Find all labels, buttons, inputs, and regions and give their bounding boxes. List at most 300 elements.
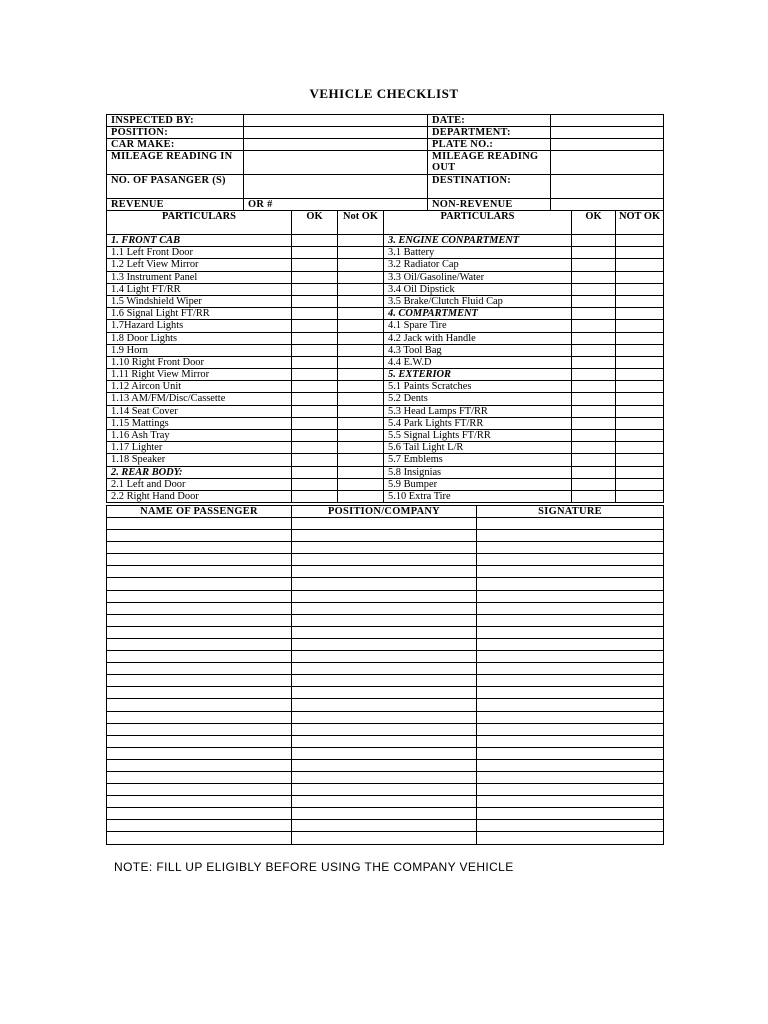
right-ok-checkbox[interactable]: [572, 320, 616, 332]
left-not-ok-checkbox[interactable]: [338, 283, 384, 295]
left-not-ok-checkbox[interactable]: [338, 247, 384, 259]
passenger-signature-field[interactable]: [477, 590, 664, 602]
right-not-ok-checkbox[interactable]: [616, 442, 664, 454]
passenger-signature-field[interactable]: [477, 784, 664, 796]
left-not-ok-checkbox[interactable]: [338, 308, 384, 320]
passenger-position-field[interactable]: [292, 590, 477, 602]
left-particular-label: 1.17 Lighter: [107, 442, 292, 454]
left-particular-label: 1.16 Ash Tray: [107, 430, 292, 442]
passenger-position-field[interactable]: [292, 602, 477, 614]
position-label: POSITION:: [107, 127, 244, 139]
passenger-row: [107, 687, 664, 699]
left-particular-label: 1.1 Left Front Door: [107, 247, 292, 259]
right-not-ok-checkbox[interactable]: [616, 430, 664, 442]
passenger-signature-field[interactable]: [477, 820, 664, 832]
passenger-position-field[interactable]: [292, 796, 477, 808]
checklist-row: [107, 442, 664, 454]
right-not-ok-checkbox[interactable]: [616, 295, 664, 307]
passenger-signature-field[interactable]: [477, 651, 664, 663]
passenger-signature-field[interactable]: [477, 675, 664, 687]
right-particular-label: 5.2 Dents: [384, 393, 572, 405]
right-not-ok-checkbox[interactable]: [616, 478, 664, 490]
passenger-signature-field[interactable]: [477, 687, 664, 699]
passenger-row: [107, 820, 664, 832]
checklist-row: [107, 271, 664, 283]
mileage-in-field[interactable]: [244, 151, 428, 175]
passenger-position-field[interactable]: [292, 747, 477, 759]
right-not-ok-checkbox[interactable]: [616, 235, 664, 247]
passenger-row: [107, 578, 664, 590]
left-not-ok-checkbox[interactable]: [338, 466, 384, 478]
right-ok-checkbox[interactable]: [572, 247, 616, 259]
department-field[interactable]: [551, 127, 664, 139]
right-ok-checkbox[interactable]: [572, 490, 616, 502]
left-particular-label: 1. FRONT CAB: [107, 235, 292, 247]
mileage-out-field[interactable]: [551, 151, 664, 175]
passenger-signature-field[interactable]: [477, 638, 664, 650]
left-ok-checkbox[interactable]: [292, 247, 338, 259]
checklist-row: [107, 381, 664, 393]
left-not-ok-checkbox[interactable]: [338, 405, 384, 417]
right-ok-checkbox[interactable]: [572, 442, 616, 454]
checklist-row: [107, 235, 664, 247]
passenger-signature-field[interactable]: [477, 771, 664, 783]
page-title: VEHICLE CHECKLIST: [309, 86, 459, 101]
department-label: DEPARTMENT:: [428, 127, 551, 139]
left-particular-label: 1.12 Aircon Unit: [107, 381, 292, 393]
passenger-row: [107, 711, 664, 723]
left-particular-label: 2. REAR BODY:: [107, 466, 292, 478]
revenue-label: REVENUE: [107, 199, 244, 211]
passenger-row: [107, 518, 664, 530]
vehicle-info-table: [106, 114, 664, 211]
left-ok-checkbox[interactable]: [292, 344, 338, 356]
left-ok-checkbox[interactable]: [292, 356, 338, 368]
left-not-ok-checkbox[interactable]: [338, 478, 384, 490]
right-ok-checkbox[interactable]: [572, 417, 616, 429]
right-not-ok-checkbox[interactable]: [616, 381, 664, 393]
passenger-name-field[interactable]: [107, 735, 292, 747]
passenger-row: [107, 663, 664, 675]
non-revenue-field[interactable]: [551, 199, 664, 211]
right-particular-label: 5.10 Extra Tire: [384, 490, 572, 502]
passenger-signature-field[interactable]: [477, 699, 664, 711]
right-ok-checkbox[interactable]: [572, 369, 616, 381]
right-particular-label: 3. ENGINE CONPARTMENT: [384, 235, 572, 247]
left-not-ok-checkbox[interactable]: [338, 417, 384, 429]
left-particular-label: 1.7Hazard Lights: [107, 320, 292, 332]
passenger-row: [107, 735, 664, 747]
passenger-signature-field[interactable]: [477, 554, 664, 566]
passenger-row: [107, 638, 664, 650]
passenger-signature-header: SIGNATURE: [477, 506, 664, 518]
left-not-ok-checkbox[interactable]: [338, 454, 384, 466]
passenger-name-field[interactable]: [107, 832, 292, 844]
passenger-position-field[interactable]: [292, 687, 477, 699]
passenger-row: [107, 699, 664, 711]
right-not-ok-checkbox[interactable]: [616, 344, 664, 356]
passenger-position-field[interactable]: [292, 771, 477, 783]
or-no-label[interactable]: OR #: [244, 199, 428, 211]
left-not-ok-checkbox[interactable]: [338, 235, 384, 247]
passenger-signature-field[interactable]: [477, 759, 664, 771]
left-not-ok-checkbox[interactable]: [338, 442, 384, 454]
mileage-out-label: MILEAGE READING OUT: [428, 151, 551, 175]
passenger-row: [107, 542, 664, 554]
passenger-name-field[interactable]: [107, 699, 292, 711]
left-not-ok-header: Not OK: [338, 211, 384, 235]
left-not-ok-checkbox[interactable]: [338, 259, 384, 271]
left-not-ok-checkbox[interactable]: [338, 369, 384, 381]
right-ok-checkbox[interactable]: [572, 393, 616, 405]
left-ok-checkbox[interactable]: [292, 417, 338, 429]
date-field[interactable]: [551, 115, 664, 127]
inspected-by-label: INSPECTED BY:: [107, 115, 244, 127]
checklist-row: [107, 247, 664, 259]
right-ok-checkbox[interactable]: [572, 478, 616, 490]
right-ok-checkbox[interactable]: [572, 405, 616, 417]
left-particular-label: 1.4 Light FT/RR: [107, 283, 292, 295]
left-ok-checkbox[interactable]: [292, 369, 338, 381]
left-particular-label: 1.18 Speaker: [107, 454, 292, 466]
left-particular-label: 1.8 Door Lights: [107, 332, 292, 344]
left-not-ok-checkbox[interactable]: [338, 393, 384, 405]
passenger-name-field[interactable]: [107, 723, 292, 735]
passenger-position-header: POSITION/COMPANY: [292, 506, 477, 518]
passenger-name-field[interactable]: [107, 711, 292, 723]
left-particular-label: 1.13 AM/FM/Disc/Cassette: [107, 393, 292, 405]
checklist-row: [107, 393, 664, 405]
left-particular-label: 1.6 Signal Light FT/RR: [107, 308, 292, 320]
passenger-name-field[interactable]: [107, 542, 292, 554]
passenger-row: [107, 832, 664, 844]
passenger-position-field[interactable]: [292, 554, 477, 566]
right-particular-label: 3.2 Radiator Cap: [384, 259, 572, 271]
passenger-name-field[interactable]: [107, 590, 292, 602]
right-not-ok-checkbox[interactable]: [616, 417, 664, 429]
checklist-row: [107, 405, 664, 417]
left-particular-label: 2.2 Right Hand Door: [107, 490, 292, 502]
right-particular-label: 3.3 Oil/Gasoline/Water: [384, 271, 572, 283]
inspection-checklist-table: [106, 210, 664, 503]
right-not-ok-checkbox[interactable]: [616, 369, 664, 381]
left-ok-header: OK: [292, 211, 338, 235]
right-ok-checkbox[interactable]: [572, 259, 616, 271]
right-particular-label: 4. COMPARTMENT: [384, 308, 572, 320]
right-not-ok-checkbox[interactable]: [616, 283, 664, 295]
left-ok-checkbox[interactable]: [292, 454, 338, 466]
checklist-row: [107, 308, 664, 320]
right-ok-checkbox[interactable]: [572, 466, 616, 478]
right-not-ok-checkbox[interactable]: [616, 393, 664, 405]
passenger-row: [107, 808, 664, 820]
right-not-ok-checkbox[interactable]: [616, 332, 664, 344]
passenger-position-field[interactable]: [292, 675, 477, 687]
passenger-name-field[interactable]: [107, 518, 292, 530]
checklist-row: [107, 478, 664, 490]
left-particular-label: 1.14 Seat Cover: [107, 405, 292, 417]
left-ok-checkbox[interactable]: [292, 320, 338, 332]
right-not-ok-checkbox[interactable]: [616, 259, 664, 271]
passenger-signature-field[interactable]: [477, 578, 664, 590]
checklist-row: [107, 454, 664, 466]
right-ok-checkbox[interactable]: [572, 295, 616, 307]
left-particular-label: 1.3 Instrument Panel: [107, 271, 292, 283]
right-ok-checkbox[interactable]: [572, 454, 616, 466]
passenger-name-field[interactable]: [107, 675, 292, 687]
right-ok-checkbox[interactable]: [572, 283, 616, 295]
left-particular-label: 1.2 Left View Mirror: [107, 259, 292, 271]
right-ok-checkbox[interactable]: [572, 271, 616, 283]
left-ok-checkbox[interactable]: [292, 259, 338, 271]
left-ok-checkbox[interactable]: [292, 405, 338, 417]
right-not-ok-checkbox[interactable]: [616, 271, 664, 283]
passenger-position-field[interactable]: [292, 820, 477, 832]
left-ok-checkbox[interactable]: [292, 490, 338, 502]
left-ok-checkbox[interactable]: [292, 271, 338, 283]
passenger-table: [106, 505, 664, 845]
left-particular-label: 1.5 Windshield Wiper: [107, 295, 292, 307]
passenger-row: [107, 590, 664, 602]
checklist-row: [107, 356, 664, 368]
passenger-position-field[interactable]: [292, 832, 477, 844]
car-make-field[interactable]: [244, 139, 428, 151]
left-particular-label: 1.10 Right Front Door: [107, 356, 292, 368]
right-particular-label: 5.6 Tail Light L/R: [384, 442, 572, 454]
passenger-position-field[interactable]: [292, 711, 477, 723]
passenger-signature-field[interactable]: [477, 530, 664, 542]
passenger-row: [107, 771, 664, 783]
left-not-ok-checkbox[interactable]: [338, 490, 384, 502]
passenger-position-field[interactable]: [292, 614, 477, 626]
left-particular-label: 1.11 Right View Mirror: [107, 369, 292, 381]
passenger-signature-field[interactable]: [477, 796, 664, 808]
left-ok-checkbox[interactable]: [292, 430, 338, 442]
left-particular-label: 2.1 Left and Door: [107, 478, 292, 490]
passenger-signature-field[interactable]: [477, 614, 664, 626]
mileage-in-label: MILEAGE READING IN: [107, 151, 244, 175]
plate-no-label: PLATE NO.:: [428, 139, 551, 151]
checklist-row: [107, 430, 664, 442]
right-not-ok-checkbox[interactable]: [616, 320, 664, 332]
passenger-position-field[interactable]: [292, 518, 477, 530]
passenger-name-field[interactable]: [107, 747, 292, 759]
destination-label: DESTINATION:: [428, 175, 551, 199]
left-ok-checkbox[interactable]: [292, 393, 338, 405]
no-of-passenger-label: NO. OF PASANGER (S): [107, 175, 244, 199]
right-not-ok-checkbox[interactable]: [616, 308, 664, 320]
passenger-name-field[interactable]: [107, 602, 292, 614]
right-not-ok-checkbox[interactable]: [616, 490, 664, 502]
position-field[interactable]: [244, 127, 428, 139]
right-particular-label: 5.5 Signal Lights FT/RR: [384, 430, 572, 442]
right-not-ok-checkbox[interactable]: [616, 356, 664, 368]
passenger-name-header: NAME OF PASSENGER: [107, 506, 292, 518]
passenger-signature-field[interactable]: [477, 542, 664, 554]
passenger-position-field[interactable]: [292, 651, 477, 663]
left-not-ok-checkbox[interactable]: [338, 381, 384, 393]
checklist-row: [107, 417, 664, 429]
left-ok-checkbox[interactable]: [292, 381, 338, 393]
right-ok-header: OK: [572, 211, 616, 235]
left-particulars-header: PARTICULARS: [107, 211, 292, 235]
no-of-passenger-field[interactable]: [244, 175, 428, 199]
checklist-row: [107, 283, 664, 295]
right-ok-checkbox[interactable]: [572, 344, 616, 356]
passenger-signature-field[interactable]: [477, 518, 664, 530]
passenger-name-field[interactable]: [107, 530, 292, 542]
right-not-ok-checkbox[interactable]: [616, 454, 664, 466]
passenger-signature-field[interactable]: [477, 735, 664, 747]
left-ok-checkbox[interactable]: [292, 332, 338, 344]
left-ok-checkbox[interactable]: [292, 466, 338, 478]
right-particular-label: 4.4 E.W.D: [384, 356, 572, 368]
passenger-position-field[interactable]: [292, 735, 477, 747]
passenger-position-field[interactable]: [292, 663, 477, 675]
right-particular-label: 5.7 Emblems: [384, 454, 572, 466]
passenger-signature-field[interactable]: [477, 747, 664, 759]
right-particular-label: 4.1 Spare Tire: [384, 320, 572, 332]
passenger-name-field[interactable]: [107, 820, 292, 832]
right-particular-label: 5.1 Paints Scratches: [384, 381, 572, 393]
right-ok-checkbox[interactable]: [572, 308, 616, 320]
right-particulars-header: PARTICULARS: [384, 211, 572, 235]
left-ok-checkbox[interactable]: [292, 478, 338, 490]
passenger-signature-field[interactable]: [477, 626, 664, 638]
left-not-ok-checkbox[interactable]: [338, 295, 384, 307]
plate-no-field[interactable]: [551, 139, 664, 151]
right-ok-checkbox[interactable]: [572, 235, 616, 247]
passenger-signature-field[interactable]: [477, 663, 664, 675]
checklist-row: [107, 344, 664, 356]
right-not-ok-checkbox[interactable]: [616, 405, 664, 417]
passenger-row: [107, 675, 664, 687]
passenger-row: [107, 554, 664, 566]
left-not-ok-checkbox[interactable]: [338, 430, 384, 442]
right-particular-label: 4.3 Tool Bag: [384, 344, 572, 356]
passenger-row: [107, 747, 664, 759]
right-not-ok-checkbox[interactable]: [616, 247, 664, 259]
date-label: DATE:: [428, 115, 551, 127]
checklist-row: [107, 320, 664, 332]
passenger-position-field[interactable]: [292, 784, 477, 796]
passenger-name-field[interactable]: [107, 808, 292, 820]
checklist-row: [107, 466, 664, 478]
left-not-ok-checkbox[interactable]: [338, 332, 384, 344]
passenger-row: [107, 784, 664, 796]
passenger-position-field[interactable]: [292, 808, 477, 820]
passenger-row: [107, 530, 664, 542]
passenger-name-field[interactable]: [107, 566, 292, 578]
passenger-name-field[interactable]: [107, 638, 292, 650]
passenger-row: [107, 723, 664, 735]
left-not-ok-checkbox[interactable]: [338, 271, 384, 283]
passenger-row: [107, 759, 664, 771]
passenger-name-field[interactable]: [107, 796, 292, 808]
passenger-row: [107, 796, 664, 808]
right-particular-label: 5.3 Head Lamps FT/RR: [384, 405, 572, 417]
passenger-row: [107, 626, 664, 638]
passenger-signature-field[interactable]: [477, 566, 664, 578]
right-not-ok-checkbox[interactable]: [616, 466, 664, 478]
passenger-position-field[interactable]: [292, 578, 477, 590]
right-particular-label: 3.1 Battery: [384, 247, 572, 259]
inspected-by-field[interactable]: [244, 115, 428, 127]
checklist-row: [107, 332, 664, 344]
passenger-signature-field[interactable]: [477, 832, 664, 844]
footer-note: NOTE: FILL UP ELIGIBLY BEFORE USING THE COMPANY VEHICLE: [114, 860, 514, 874]
passenger-position-field[interactable]: [292, 542, 477, 554]
car-make-label: CAR MAKE:: [107, 139, 244, 151]
passenger-signature-field[interactable]: [477, 711, 664, 723]
passenger-name-field[interactable]: [107, 578, 292, 590]
left-ok-checkbox[interactable]: [292, 295, 338, 307]
left-ok-checkbox[interactable]: [292, 235, 338, 247]
right-particular-label: 5.9 Bumper: [384, 478, 572, 490]
non-revenue-label: NON-REVENUE: [428, 199, 551, 211]
passenger-row: [107, 614, 664, 626]
passenger-name-field[interactable]: [107, 651, 292, 663]
destination-field[interactable]: [551, 175, 664, 199]
passenger-name-field[interactable]: [107, 663, 292, 675]
right-particular-label: 4.2 Jack with Handle: [384, 332, 572, 344]
passenger-row: [107, 602, 664, 614]
right-particular-label: 5.4 Park Lights FT/RR: [384, 417, 572, 429]
left-particular-label: 1.9 Horn: [107, 344, 292, 356]
passenger-name-field[interactable]: [107, 626, 292, 638]
passenger-name-field[interactable]: [107, 771, 292, 783]
passenger-row: [107, 651, 664, 663]
passenger-name-field[interactable]: [107, 784, 292, 796]
passenger-position-field[interactable]: [292, 759, 477, 771]
checklist-row: [107, 490, 664, 502]
passenger-position-field[interactable]: [292, 699, 477, 711]
passenger-position-field[interactable]: [292, 638, 477, 650]
left-particular-label: 1.15 Mattings: [107, 417, 292, 429]
right-ok-checkbox[interactable]: [572, 332, 616, 344]
passenger-position-field[interactable]: [292, 566, 477, 578]
passenger-signature-field[interactable]: [477, 808, 664, 820]
left-ok-checkbox[interactable]: [292, 308, 338, 320]
passenger-position-field[interactable]: [292, 626, 477, 638]
left-not-ok-checkbox[interactable]: [338, 320, 384, 332]
left-ok-checkbox[interactable]: [292, 283, 338, 295]
right-particular-label: 5.8 Insignias: [384, 466, 572, 478]
right-ok-checkbox[interactable]: [572, 381, 616, 393]
passenger-name-field[interactable]: [107, 759, 292, 771]
left-not-ok-checkbox[interactable]: [338, 344, 384, 356]
passenger-position-field[interactable]: [292, 723, 477, 735]
passenger-name-field[interactable]: [107, 614, 292, 626]
checklist-row: [107, 259, 664, 271]
right-particular-label: 5. EXTERIOR: [384, 369, 572, 381]
passenger-position-field[interactable]: [292, 530, 477, 542]
passenger-name-field[interactable]: [107, 687, 292, 699]
right-ok-checkbox[interactable]: [572, 356, 616, 368]
right-particular-label: 3.5 Brake/Clutch Fluid Cap: [384, 295, 572, 307]
right-particular-label: 3.4 Oil Dipstick: [384, 283, 572, 295]
passenger-row: [107, 566, 664, 578]
checklist-row: [107, 295, 664, 307]
right-not-ok-header: NOT OK: [616, 211, 664, 235]
passenger-signature-field[interactable]: [477, 602, 664, 614]
left-not-ok-checkbox[interactable]: [338, 356, 384, 368]
passenger-name-field[interactable]: [107, 554, 292, 566]
right-ok-checkbox[interactable]: [572, 430, 616, 442]
passenger-signature-field[interactable]: [477, 723, 664, 735]
checklist-row: [107, 369, 664, 381]
left-ok-checkbox[interactable]: [292, 442, 338, 454]
